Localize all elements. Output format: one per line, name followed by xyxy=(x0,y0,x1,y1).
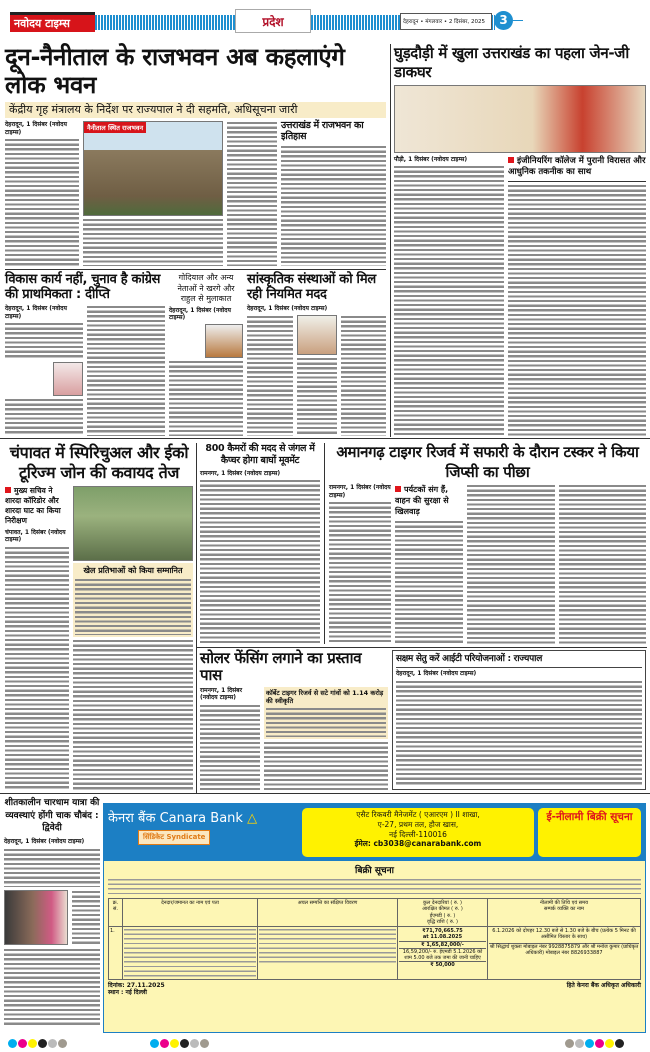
article-body xyxy=(467,484,555,644)
table-header: अचल सम्पत्ति का संक्षिप्त विवरण xyxy=(258,899,398,927)
story-headline: सोलर फेंसिंग लगाने का प्रस्ताव पास xyxy=(200,649,362,685)
article-dateline: देहरादून, 1 दिसंबर (नवोदय टाइम्स) xyxy=(396,670,477,678)
story-box-title: पर्यटकों संग हैं, वाहन की सुरक्षा से खिलवाड़ xyxy=(395,484,463,518)
table-header: क्र. सं. xyxy=(109,899,123,927)
article-body xyxy=(247,315,293,436)
article-body xyxy=(264,741,388,791)
table-header: नीलामी की तिथि एवं समय सम्पर्क व्यक्ति का नाम xyxy=(488,899,641,927)
article-body xyxy=(169,360,243,436)
article-body xyxy=(73,639,193,790)
article-body xyxy=(297,357,337,436)
article-dateline: देहरादून, 1 दिसंबर (नवोदय टाइम्स) xyxy=(169,306,231,322)
left-upper-region xyxy=(5,44,386,436)
article-body xyxy=(559,484,647,644)
person-photo xyxy=(297,315,337,355)
story-headline: शीतकालीन चारधाम यात्रा की व्यवस्थाएं होंगी चाक चौबंद : द्विवेदी xyxy=(4,798,100,834)
bank-name-english: Canara Bank xyxy=(159,811,243,826)
article-dateline: देहरादून, 1 दिसंबर (नवोदय टाइम्स) xyxy=(4,837,85,845)
bank-logo xyxy=(108,808,298,826)
article-dateline: देहरादून, 1 दिसंबर (नवोदय टाइम्स) xyxy=(247,305,328,313)
story-headline: सांस्कृतिक संस्थाओं को मिल रही नियमित मदद xyxy=(247,272,376,303)
article-body xyxy=(227,121,277,266)
post-office-headline: घुड़दौड़ी में खुला उत्तराखंड का पहला जेन-जी डाकघर xyxy=(394,44,630,81)
post-office-photo xyxy=(394,85,646,153)
article-body xyxy=(5,546,69,791)
branch-address xyxy=(302,808,534,857)
sports-box xyxy=(73,563,193,637)
sub-headline: कॉर्बेट टाइगर रिजर्व से सटे गांवों को 1.14 करोड़ की स्वीकृति xyxy=(266,688,384,705)
table-cell xyxy=(258,927,398,980)
solar-region xyxy=(200,650,646,790)
article-dateline: रामनगर, 1 दिसंबर (नवोदय टाइम्स) xyxy=(200,469,281,477)
table-cell: ₹71,70,665.75 at 11.08.2025 ₹ 1,65,82,000/- 16,59,200/- रु. ईएमडी 5.1.2026 को शाम 5.00 बजे तक जमा की जानी चाहिए ₹ 50,000 xyxy=(398,927,488,980)
photo-caption: नैनीताल स्थित राजभवन xyxy=(84,122,146,133)
article-body xyxy=(200,704,260,791)
champawat-region xyxy=(5,443,193,790)
address-line: ए-27, प्रथम तल, हौज खास, xyxy=(377,819,459,829)
sale-notice-title: बिक्री सूचना xyxy=(355,866,394,876)
article-dateline: रामनगर, 1 दिसंबर (नवोदय टाइम्स) xyxy=(329,484,391,499)
ad-header xyxy=(104,804,645,861)
canara-bank-ad xyxy=(103,803,646,1033)
article-body xyxy=(396,680,642,786)
section-tab: प्रदेश xyxy=(235,9,311,33)
chardham-region xyxy=(4,797,100,1025)
article-body xyxy=(5,398,83,436)
table-cell: 1. xyxy=(109,927,123,980)
dateline: देहरादून • मंगलवार • 2 दिसंबर, 2025 xyxy=(400,13,492,30)
story-headline: गोदियाल और अन्य नेताओं ने खरगे और राहुल से मुलाकात xyxy=(177,273,235,304)
article-body xyxy=(329,501,391,644)
article-body xyxy=(75,578,191,635)
article-dateline: रामनगर, 1 दिसंबर (नवोदय टाइम्स) xyxy=(200,686,243,701)
story-kicker: मुख्य सचिव ने शारदा कॉरिडोर और शारदा घाट का किया निरीक्षण xyxy=(5,486,69,527)
table-header: कुल देनदारियां ( रु. ) आरक्षित कीमत ( रु. ) ईएमडी ( रु. ) वृद्धि राशि ( रु. ) xyxy=(398,899,488,927)
address-line: एसैट रिकवरी मैनेजमेंट ( एआरएम ) II शाखा, xyxy=(356,810,480,819)
table-cell: 6.1.2026 को दोपहर 12.30 बजे से 1.30 बजे के बीच (प्रत्येक 5 मिनट की असीमित विस्तार के साथ) श्री सिद्धार्थ शुक्ला मोबाइल नंबर 9928875879 और श्री मनोज कुमार (प्राधिकृत अधिकारी) मोबाइल नंबर 8826933887 xyxy=(488,927,641,980)
lead-subhead: केंद्रीय गृह मंत्रालय के निर्देश पर राज्यपाल ने दी सहमति, अधिसूचना जारी xyxy=(5,102,386,118)
sub-headline-box xyxy=(264,687,388,739)
table-row xyxy=(109,927,641,980)
article-body xyxy=(83,218,223,266)
article-body xyxy=(4,848,100,887)
bank-name-hindi: केनरा बैंक xyxy=(108,811,156,826)
signature: हिते केनरा बैंक अधिकृत अधिकारी xyxy=(566,982,641,989)
article-body xyxy=(266,707,386,736)
notice-date-place: दिनांक: 27.11.2025 स्थान : नई दिल्ली xyxy=(108,982,165,997)
article-body xyxy=(4,948,100,1025)
page-number: 3 xyxy=(494,11,513,30)
article-body xyxy=(508,184,646,436)
article-body xyxy=(5,322,83,360)
story-headline: विकास कार्य नहीं, चुनाव है कांग्रेस की प्राथमिकता : दीप्ति xyxy=(5,272,161,303)
article-dateline: देहरादून, 1 दिसंबर (नवोदय टाइम्स) xyxy=(5,121,67,136)
wildlife-region xyxy=(200,443,646,644)
article-body xyxy=(72,890,100,945)
article-body xyxy=(5,138,79,266)
sub-headline: इंजीनियरिंग कॉलेज में पुरानी विरासत और आधुनिक तकनीक का साथ xyxy=(508,156,646,183)
article-dateline: चंपावत, 1 दिसंबर (नवोदय टाइम्स) xyxy=(5,528,66,543)
paper-logo: नवोदय टाइम्स xyxy=(10,12,95,32)
bank-triangle-icon: △ xyxy=(247,811,258,826)
deepti-photo xyxy=(53,362,83,396)
right-upper-region xyxy=(394,44,646,436)
story9-box xyxy=(392,650,646,790)
story-headline: चंपावत में स्पिरिचुअल और ईको टूरिज्म जोन की कवायद तेज xyxy=(9,443,189,482)
article-body xyxy=(281,145,386,266)
lead-headline: दून-नैनीताल के राजभवन अब कहलाएंगे लोक भवन xyxy=(5,43,345,99)
story-headline: 800 कैमरों की मदद से जंगल में कैप्चर होगा बाघों मूवमेंट xyxy=(205,443,315,467)
article-body xyxy=(394,165,504,436)
story-headline: अमानगढ़ टाइगर रिजर्व में सफारी के दौरान टस्कर ने किया जिप्सी का पीछा xyxy=(336,443,639,481)
rajbhavan-photo xyxy=(83,121,223,216)
meeting-photo xyxy=(4,890,68,945)
article-body xyxy=(87,305,165,436)
article-dateline: पौड़ी, 1 दिसंबर (नवोदय टाइम्स) xyxy=(394,155,468,163)
auction-notice-title: ई-नीलामी बिक्री सूचना xyxy=(538,808,641,857)
article-body xyxy=(395,520,463,644)
notice-body xyxy=(108,878,641,896)
syndicate-logo: सिंडिकेट Syndicate xyxy=(138,830,210,845)
article-body xyxy=(200,479,320,644)
article-dateline: देहरादून, 1 दिसंबर (नवोदय टाइम्स) xyxy=(5,305,67,320)
email-link[interactable]: ईमेल: cb3038@canarabank.com xyxy=(354,839,482,849)
inspection-photo xyxy=(73,486,193,561)
article-body xyxy=(341,315,387,436)
table-header: देनदार/जमानत का नाम एवं पता xyxy=(123,899,258,927)
masthead xyxy=(0,0,650,42)
sports-box-title: खेल प्रतिभाओं को किया सम्मानित xyxy=(83,566,183,575)
godiyal-photo xyxy=(205,324,243,358)
story-headline: सक्षम सेतु करें आईटी परियोजनाओं : राज्यपाल xyxy=(396,651,642,668)
history-box-title: उत्तराखंड में राजभवन का इतिहास xyxy=(281,120,364,143)
address-line: नई दिल्ली-110016 xyxy=(389,829,447,839)
auction-table xyxy=(108,898,641,980)
table-cell xyxy=(123,927,258,980)
